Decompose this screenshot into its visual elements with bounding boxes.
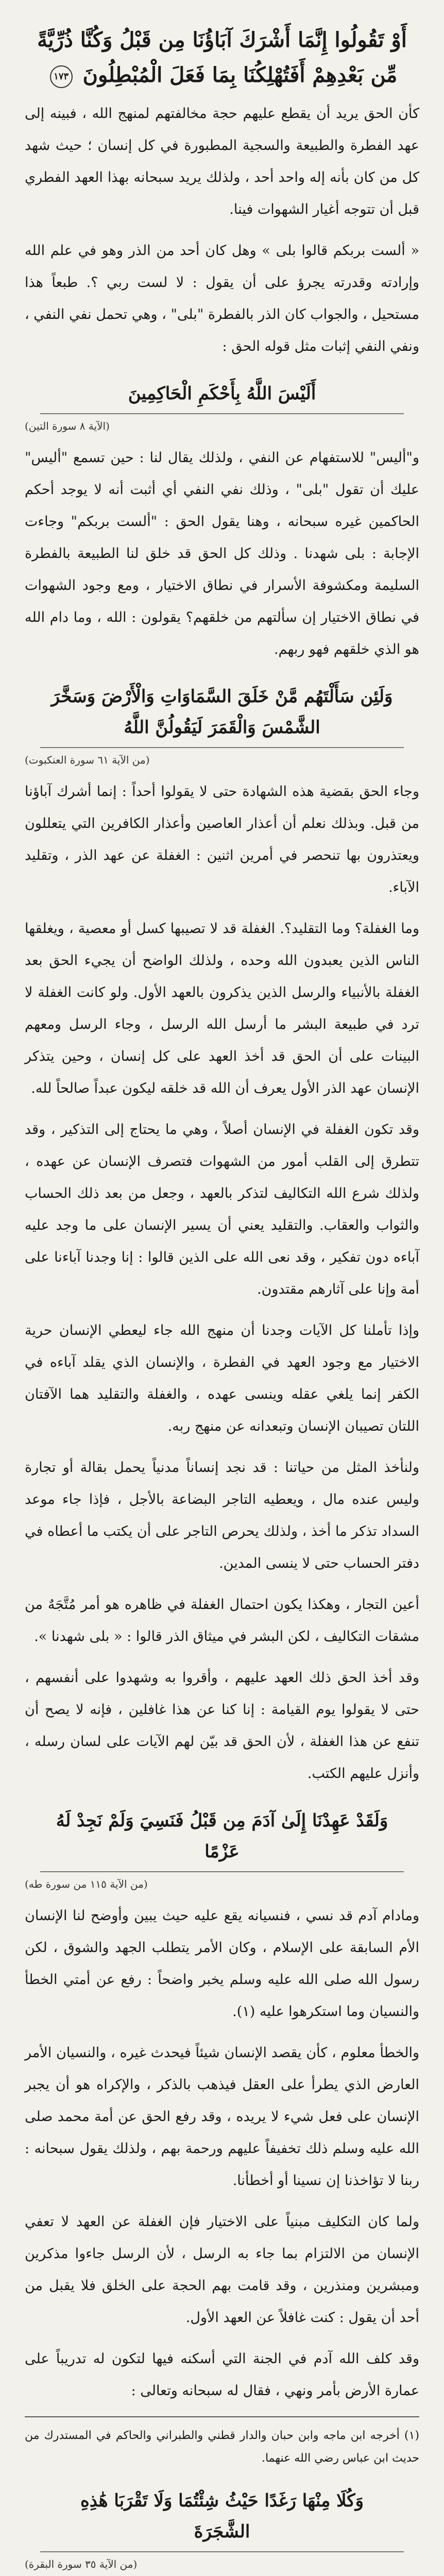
paragraph: وقد كلف الله آدم في الجنة التي أسكنه فيها لتكون له تدريباً على عمارة الأرض بأمر ونهي ، فقال له سبحانه وتعالى : bbox=[25, 2351, 419, 2399]
paragraph: أعين التجار ، وهكذا يكون احتمال الغفلة في ظاهره هو أمر مُتَّجَهٌ من مشقات التكاليف ، لكن البشر في ميثاق الذر قالوا : « بلى شهدنا ». bbox=[25, 1597, 419, 1645]
verse-reference: (من الآية ٣٥ سورة البقرة) bbox=[25, 2558, 138, 2570]
quoted-verse: وَلَقَدْ عَهِدْنَا إِلَىٰ آدَمَ مِن قَبْلُ فَنَسِيَ وَلَمْ نَجِدْ لَهُ عَزْمًا bbox=[40, 1801, 404, 1872]
quoted-verse: أَلَيْسَ اللَّهُ بِأَحْكَمِ الْحَاكِمِينَ bbox=[40, 374, 404, 414]
paragraph: وجاء الحق بقضية هذه الشهادة حتى لا يقولوا أحداً : إنما أشرك آباؤنا من قبل. وبذلك نعلم أن أعذار العاصين وأعذار الكافرين التي يتعللون ويعتذرون بها تنحصر في أمرين اثنين : الغفلة عن عهد الذر ، وتقليد الآباء. bbox=[25, 784, 419, 895]
quoted-verse: وَلَئِن سَأَلْتَهُم مَّنْ خَلَقَ السَّمَاوَاتِ وَالْأَرْضَ وَسَخَّرَ الشَّمْسَ وَالْقَمَرَ لَيَقُولُنَّ اللَّهُ bbox=[40, 677, 404, 748]
paragraph: والخطأ معلوم ، كأن يقصد الإنسان شيئاً فيحدث غيره ، والنسيان الأمر العارض الذي يطرأ على العقل فيذهب بالذكر ، والإكراه هو أن يجبر الإنسان على فعل شيء لا يريده ، وقد رفع الحق عن أمة محمد صلى الله عليه وسلم ذلك تخفيفاً عليهم ورحمة بهم ، ولذلك يقول سبحانه : ربنا لا تؤاخذنا إن نسينا أو أخطأنا. bbox=[25, 2045, 419, 2189]
verse-reference: (من الآية ١١٥ من سورة طه) bbox=[25, 1878, 148, 1890]
paragraph: ومادام آدم قد نسي ، فنسيانه يقع عليه حيث يبين وأوضح لنا الإنسان الأم السابقة على الإسلام ، وكان الأمر يتطلب الجهد والشوق ، لكن رسول الله صلى الله عليه وسلم يخبر واضحاً : رفع عن أمتي الخطأ والنسيان وما استكرهوا عليه (١). bbox=[25, 1908, 419, 2020]
paragraph: وما الغفلة؟ وما التقليد؟. الغفلة قد لا تصيبها كسل أو معصية ، ويغلقها الناس الذين يعبدون الله وحده ، ولذلك الواضح أن يجيء الحق بعد الغفلة بالأنبياء والرسل الذين يذكرون بالعهد الأول. ولو كانت الغفلة لا ترد في طبيعة البشر ما أرسل الله الرسل ، وجاء الرسل ومعهم البينات على أن الحق قد أخذ العهد على كل إنسان ، وحين يتذكر الإنسان عهد الذر الأول يعرف أن الله قد خلقه ليكون عبداً صالحاً لله. bbox=[25, 921, 419, 1096]
paragraph: وقد أخذ الحق ذلك العهد عليهم ، وأقروا به وشهدوا على أنفسهم ، حتى لا يقولوا يوم القيامة : إنا كنا عن هذا غافلين ، فإنه لا يصح أن تنفع عن هذا الغفلة ، لأن الحق قد بيّن لهم الآيات على لسان رسله ، وأنزل عليهم الكتب. bbox=[25, 1670, 419, 1782]
paragraph: « ألست بربكم قالوا بلى » وهل كان أحد من الذر وهو في علم الله وإرادته وقدرته يجرؤ على أن يقول : لا لست ربي ؟. طبعاً هذا مستحيل ، والجواب كان الذر بالفطرة "بلى" ، وهي تحمل نفي النفي ، ونفي النفي إثبات مثل قوله الحق : bbox=[25, 243, 419, 354]
verse-number-ornament: ١٧٣ bbox=[50, 65, 73, 88]
paragraph: وقد تكون الغفلة في الإنسان أصلاً ، وهي ما يحتاج إلى التذكير ، وقد تتطرق إلى القلب أمور من الشهوات فتصرف الإنسان عن عهده ، ولذلك شرع الله التكاليف لتذكر بالعهد ، وجعل من بعد ذلك الحساب والثواب والعقاب. والتقليد يعني أن يسير الإنسان على ما وجد عليه آباءه دون تفكير ، وقد نعى الله على الذين قالوا : إنا وجدنا آباءنا على أمة وإنا على آثارهم مقتدون. bbox=[25, 1122, 419, 1297]
verse-reference: (من الآية ٦١ سورة العنكبوت) bbox=[25, 754, 150, 766]
footnote: (١) أخرجه ابن ماجه وابن حبان والدار قطني والطبراني والحاكم في المستدرك من حديث ابن عباس رضي الله عنهما. bbox=[25, 2429, 419, 2465]
quoted-verse: وَكُلَا مِنْهَا رَغَدًا حَيْثُ شِئْتُمَا وَلَا تَقْرَبَا هَٰذِهِ الشَّجَرَةَ bbox=[40, 2481, 404, 2552]
paragraph: ولما كان التكليف مبنياً على الاختيار فإن الغفلة عن العهد لا تعفي الإنسان من الالتزام بما جاء به الرسل ، لأن الرسل جاءوا مذكرين ومبشرين ومنذرين ، وقد قامت بهم الحجة على الخلق فلا يقبل من أحد أن يقول : كنت غافلاً عن العهد الأول. bbox=[25, 2214, 419, 2326]
footnote-divider bbox=[25, 2416, 419, 2417]
heading-verse: أَوْ تَقُولُوا إِنَّمَا أَشْرَكَ آبَاؤُنَا مِن قَبْلُ وَكُنَّا ذُرِّيَّةً مِّن بَعْدِهِمْ أَفَتُهْلِكُنَا بِمَا فَعَلَ الْمُبْطِلُونَ ١٧٣ bbox=[37, 28, 407, 87]
paragraph: وإذا تأملنا كل الآيات وجدنا أن منهج الله جاء ليعطي الإنسان حرية الاختيار مع وجود العهد في الفطرة ، والإنسان الذي يقلد آباءه في الكفر إنما يلغي عقله وينسى عهده ، والغفلة والتقليد هما الآفتان اللتان تصيبان الإنسان وتبعدانه عن منهج ربه. bbox=[25, 1323, 419, 1434]
paragraph: ولنأخذ المثل من حياتنا : قد نجد إنساناً مدنياً يحمل بقالة أو تجارة وليس عنده مال ، ويعطيه التاجر البضاعة بالأجل ، فإذا جاء موعد السداد تذكر ما أخذ ، ولذلك يحرص التاجر على أن يكتب ما أعطاه في دفتر الحساب حتى لا ينسى المدين. bbox=[25, 1460, 419, 1571]
verse-reference: (الآية ٨ سورة التين) bbox=[25, 420, 110, 432]
paragraph: كأن الحق يريد أن يقطع عليهم حجة مخالفتهم لمنهج الله ، فبينه إلى عهد الفطرة والطبيعة والسجية المطبورة في كل إنسان ؛ حيث شهد كل من كان بأنه إله واحد أحد ، ولذلك يريد سبحانه بهذا العهد الفطري قبل أن تتوجه أغيار الشهوات فينا. bbox=[25, 106, 419, 217]
paragraph: و"أليس" للاستفهام عن النفي ، ولذلك يقال لنا : حين تسمع "أليس" عليك أن تقول "بلى" ، وذلك نفي النفي أي أثبت أنه لا يوجد أحكم الحاكمين غيره سبحانه ، وهنا يقول الحق : "ألست بربكم" وجاءت الإجابة : بلى شهدنا . وذلك كل الحق قد خلق لنا الطبيعة بالفطرة السليمة ومكشوفة الأسرار في نطاق الاختيار ، ومع وجود الشهوات في نطاق الاختيار إن سألتهم من خلقهم؟ يقولون : الله ، وما دام الله هو الذي خلقهم فهو ربهم. bbox=[25, 450, 419, 657]
